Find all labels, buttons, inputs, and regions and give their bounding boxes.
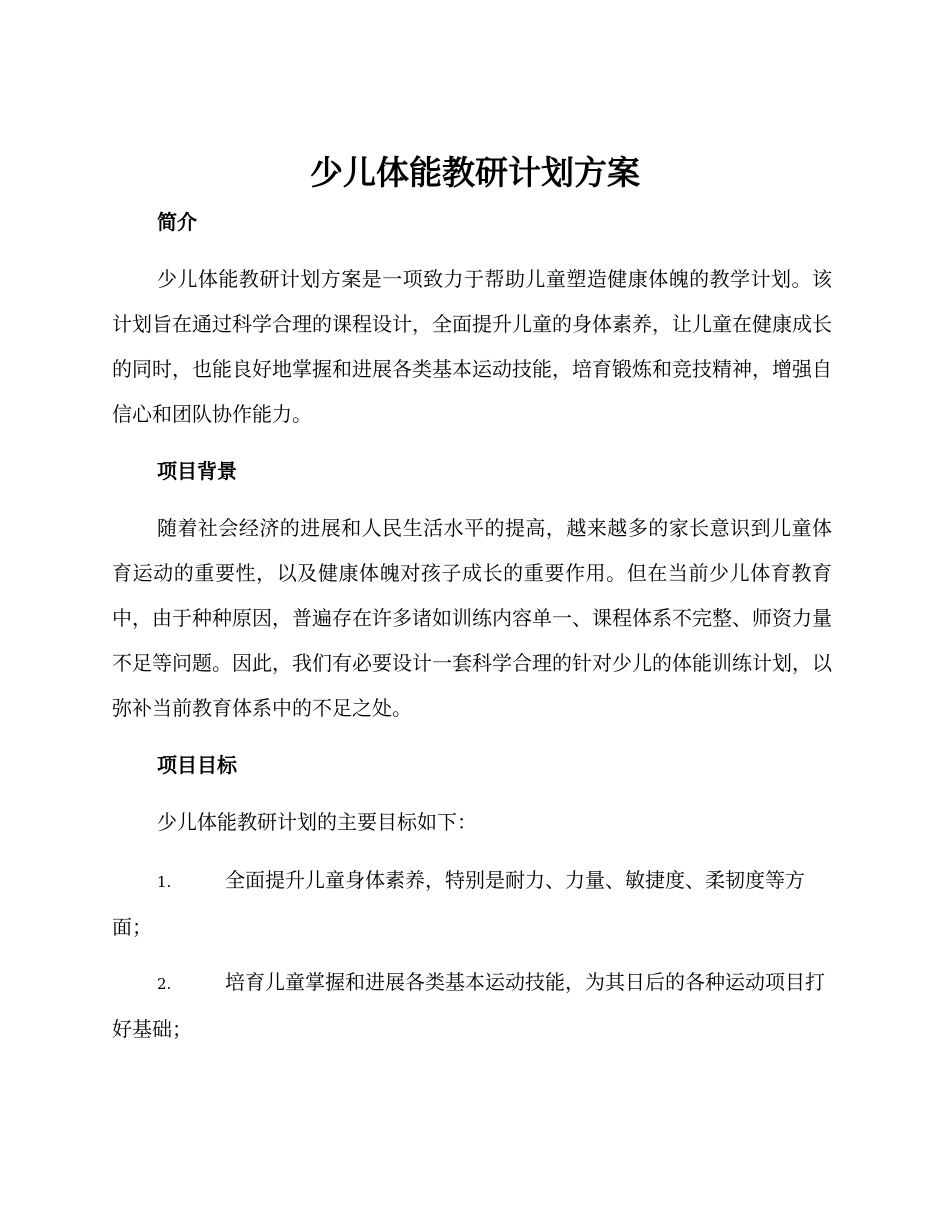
document-title: 少儿体能教研计划方案	[310, 153, 640, 192]
list-item	[112, 858, 832, 950]
section-heading-intro: 简介	[157, 210, 197, 234]
list-item-text: 培育儿童掌握和进展各类基本运动技能，为其日后的各种运动项目打好基础；	[112, 970, 825, 1041]
list-item-text: 全面提升儿童身体素养，特别是耐力、力量、敏捷度、柔韧度等方面；	[112, 868, 805, 939]
list-item-number: 2.	[157, 975, 172, 993]
background-paragraph: 随着社会经济的进展和人民生活水平的提高，越来越多的家长意识到儿童体育运动的重要性，以及健康体魄对孩子成长的重要作用。但在当前少儿体育教育中，由于种种原因，普遍存在许多诸如训练内容单一、课程体系不完整、师资力量不足等问题。因此，我们有必要设计一套科学合理的针对少儿的体能训练计划，以弥补当前教育体系中的不足之处。	[112, 516, 832, 720]
list-item-number: 1.	[157, 873, 172, 891]
list-item	[112, 960, 832, 1052]
goals-lead-paragraph: 少儿体能教研计划的主要目标如下：	[157, 810, 477, 834]
section-heading-background: 项目背景	[157, 459, 237, 483]
intro-paragraph: 少儿体能教研计划方案是一项致力于帮助儿童塑造健康体魄的教学计划。该计划旨在通过科学合理的课程设计，全面提升儿童的身体素养，让儿童在健康成长的同时，也能良好地掌握和进展各类基本运动技能，培育锻炼和竞技精神，增强自信心和团队协作能力。	[112, 267, 832, 426]
section-heading-goals: 项目目标	[157, 753, 237, 777]
